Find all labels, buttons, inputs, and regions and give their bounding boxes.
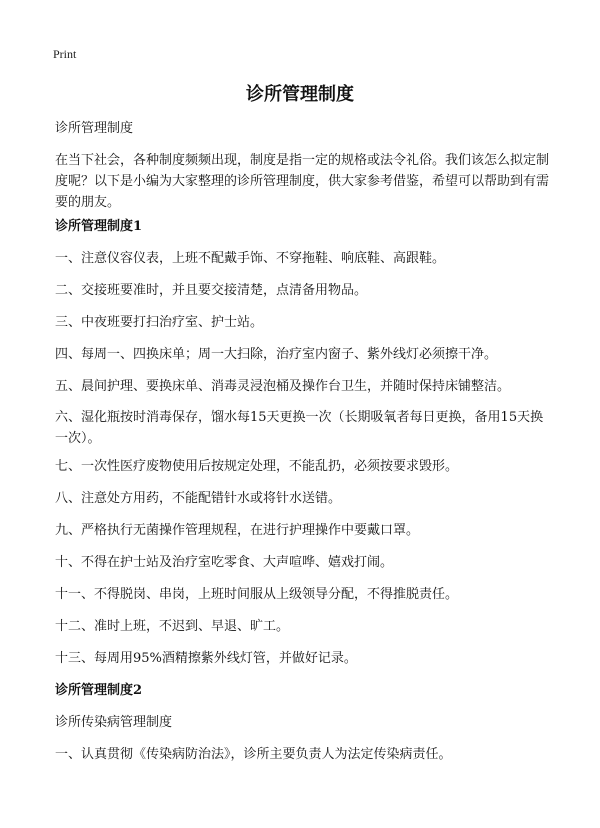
list-item: 三、中夜班要打扫治疗室、护士站。: [55, 315, 264, 330]
list-item: 五、晨间护理、要换床单、消毒灵浸泡桶及操作台卫生，并随时保持床铺整洁。: [55, 379, 511, 394]
list-item: 四、每周一、四换床单；周一大扫除，治疗室内窗子、紫外线灯必须擦干净。: [55, 347, 498, 362]
page-title: 诊所管理制度: [246, 84, 354, 105]
list-item: 十二、准时上班，不迟到、早退、旷工。: [55, 619, 290, 634]
list-item: 一、注意仪容仪表，上班不配戴手饰、不穿拖鞋、响底鞋、高跟鞋。: [55, 251, 446, 266]
section-heading-1: 诊所管理制度1: [55, 219, 143, 234]
intro-subtitle: 诊所管理制度: [55, 121, 134, 136]
list-item: 八、注意处方用药，不能配错针水或将针水送错。: [55, 491, 342, 506]
section-heading-2: 诊所管理制度2: [55, 683, 143, 698]
list-item: 七、一次性医疗废物使用后按规定处理，不能乱扔，必须按要求毁形。: [55, 459, 459, 474]
list-item: 九、严格执行无菌操作管理规程，在进行护理操作中要戴口罩。: [55, 523, 420, 538]
print-link[interactable]: Print: [53, 47, 77, 61]
section-subtitle: 诊所传染病管理制度: [55, 715, 173, 730]
list-item: 六、湿化瓶按时消毒保存，馏水每15天更换一次（长期吸氧者每日更换，备用15天换一次）。: [55, 410, 544, 446]
intro-paragraph: 在当下社会，各种制度频频出现，制度是指一定的规格或法令礼俗。我们该怎么拟定制度呢？以下是小编为大家整理的诊所管理制度，供大家参考借鉴，希望可以帮助到有需要的朋友。: [55, 153, 550, 210]
list-item: 十三、每周用95%酒精擦紫外线灯管，并做好记录。: [55, 651, 357, 666]
list-item: 十、不得在护士站及治疗室吃零食、大声喧哗、嬉戏打闹。: [55, 555, 394, 570]
list-item: 十一、不得脱岗、串岗，上班时间服从上级领导分配，不得推脱责任。: [55, 587, 459, 602]
list-item: 一、认真贯彻《传染病防治法》，诊所主要负责人为法定传染病责任。: [55, 747, 452, 762]
list-item: 二、交接班要准时，并且要交接清楚，点清备用物品。: [55, 283, 368, 298]
